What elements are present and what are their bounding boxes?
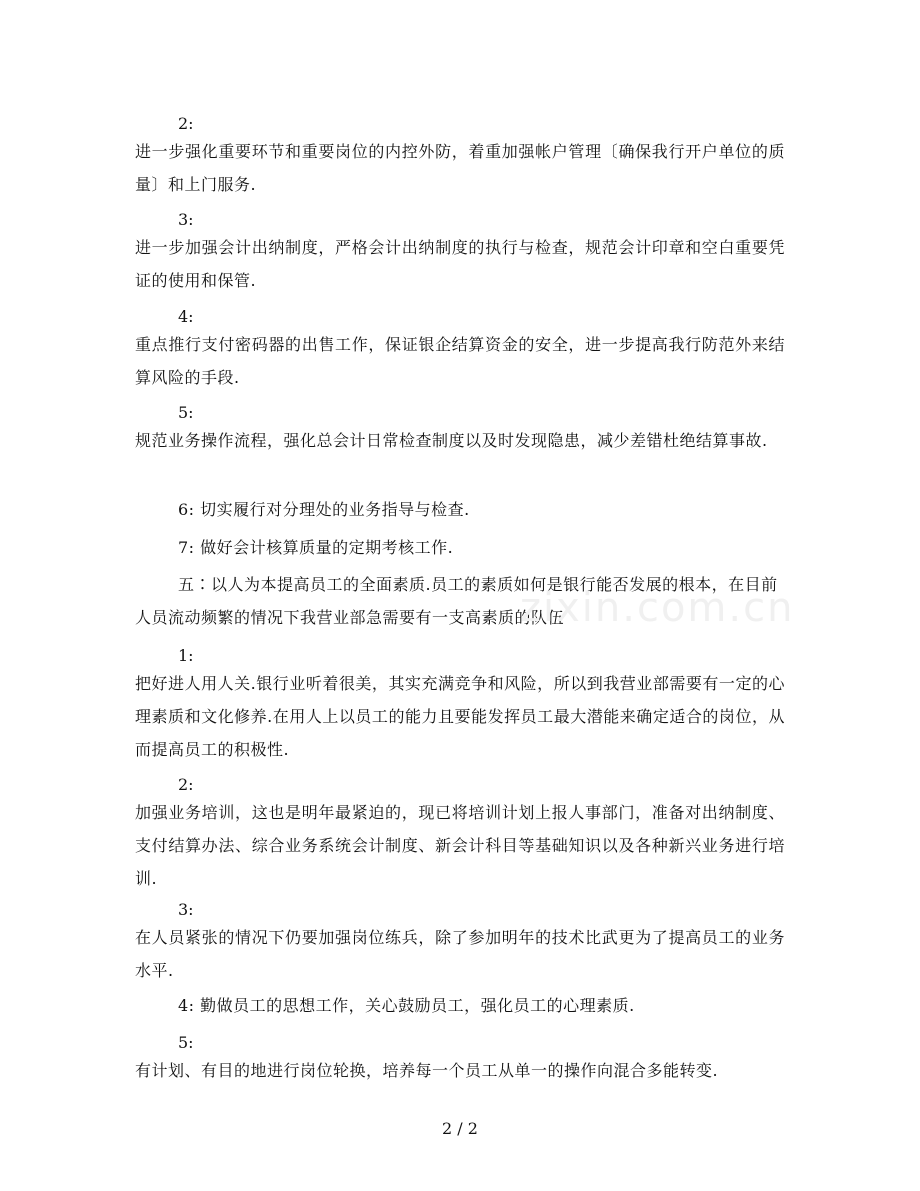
item-text: 规范业务操作流程，强化总会计日常检查制度以及时发现隐患，减少差错杜绝结算事故. [135, 431, 768, 450]
item-text: 进一步强化重要环节和重要岗位的内控外防，着重加强帐户管理〔确保我行开户单位的质量〕和上门服务. [135, 142, 785, 194]
item-number: 3: [178, 210, 194, 229]
watermark: zixin.com.cn [520, 585, 795, 631]
item-number: 2: [178, 114, 194, 133]
item-number: 1: [178, 646, 194, 665]
item-number: 5: [178, 1033, 194, 1052]
item-text: 有计划、有目的地进行岗位轮换，培养每一个员工从单一的操作向混合多能转变. [135, 1061, 719, 1080]
item-text: 把好进人用人关.银行业听着很美，其实充满竞争和风险，所以到我营业部需要有一定的心理素质和文化修养.在用人上以员工的能力且要能发挥员工最大潜能来确定适合的岗位，从而提高员工的积极性. [135, 674, 785, 759]
item-text: 重点推行支付密码器的出售工作，保证银企结算资金的安全，进一步提高我行防范外来结算风险的手段. [135, 335, 785, 387]
item-text: 在人员紧张的情况下仍要加强岗位练兵，除了参加明年的技术比武更为了提高员工的业务水平. [135, 928, 785, 980]
item-line: 6: 切实履行对分理处的业务指导与检查. [178, 500, 470, 519]
item-number: 3: [178, 900, 194, 919]
item-number: 5: [178, 403, 194, 422]
item-number: 4: [178, 307, 194, 326]
item-line: 7: 做好会计核算质量的定期考核工作. [178, 538, 454, 557]
item-text: 加强业务培训，这也是明年最紧迫的，现已将培训计划上报人事部门，准备对出纳制度、支付结算办法、综合业务系统会计制度、新会计科目等基础知识以及各种新兴业务进行培训. [135, 803, 785, 888]
page-number: 2 / 2 [442, 1119, 478, 1138]
item-line: 4: 勤做员工的思想工作，关心鼓励员工，强化员工的心理素质. [178, 996, 635, 1015]
item-text: 进一步加强会计出纳制度，严格会计出纳制度的执行与检查，规范会计印章和空白重要凭证的使用和保管. [135, 238, 785, 290]
item-number: 2: [178, 775, 194, 794]
section-heading-5: 五∶以人为本提高员工的全面素质.员工的素质如何是银行能否发展的根本，在目前人员流动频繁的情况下我营业部急需要有一支高素质的队伍 [135, 575, 778, 627]
